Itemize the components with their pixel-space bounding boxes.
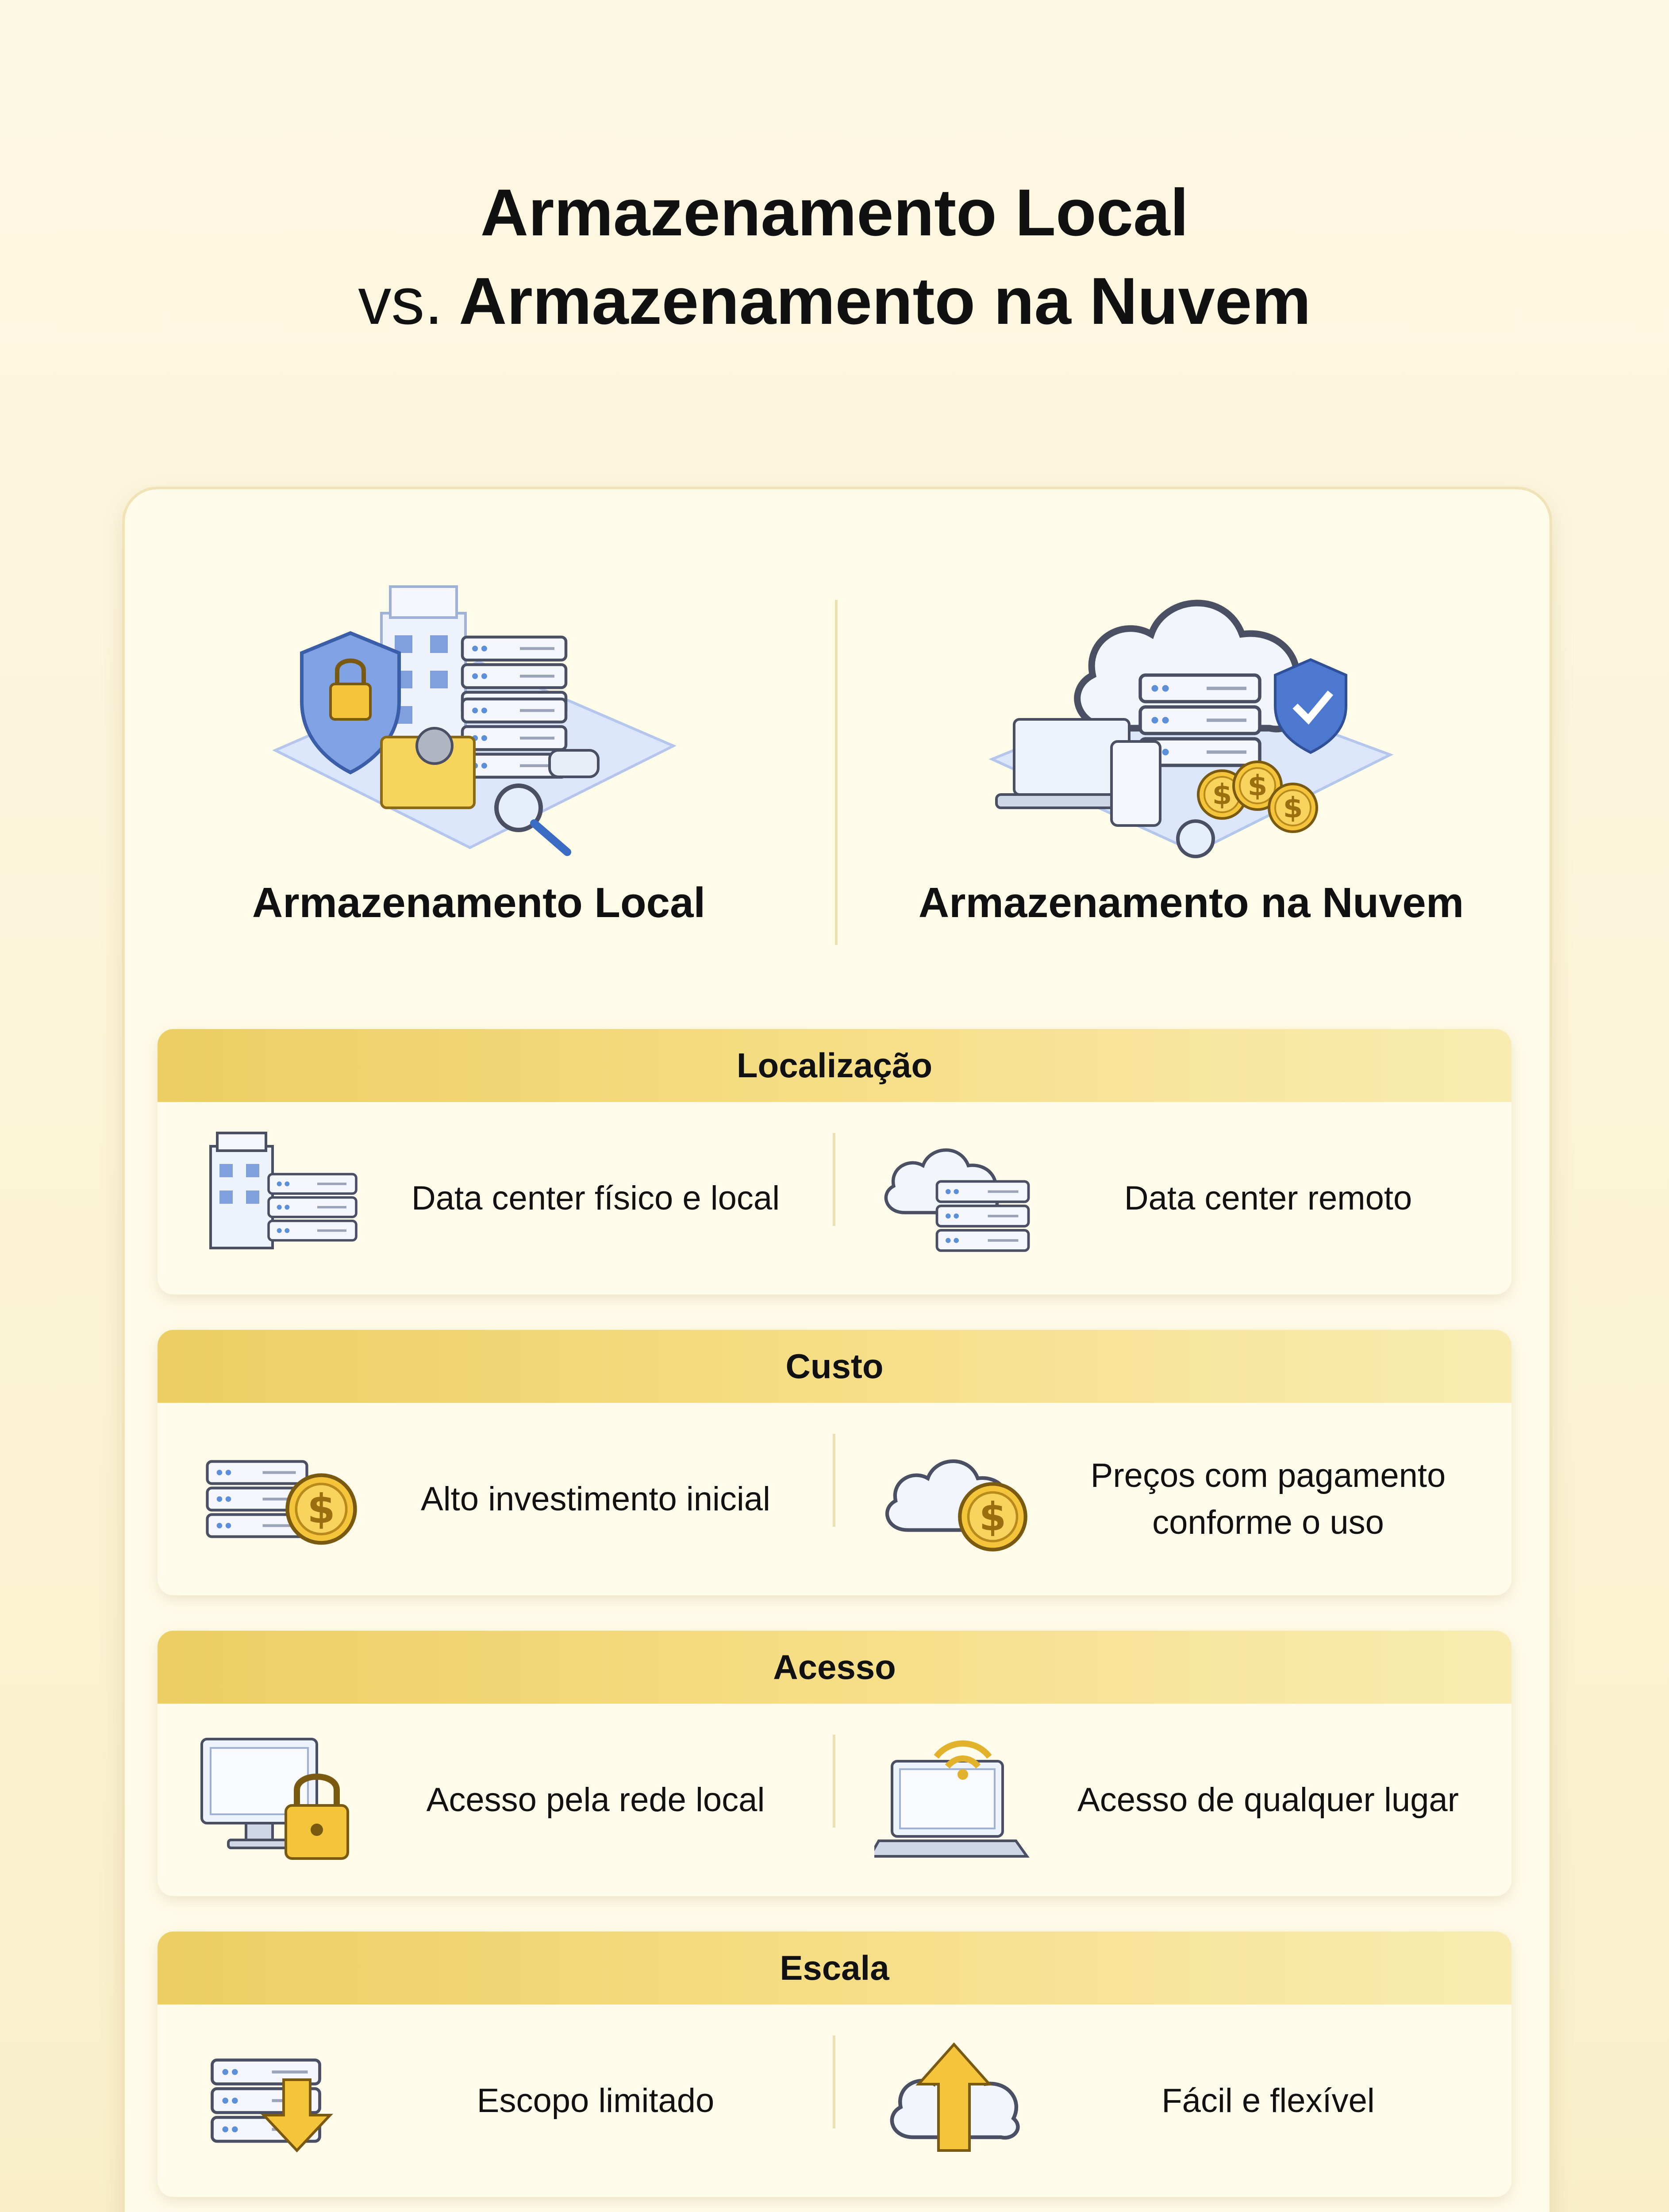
- section-access: [158, 1631, 1511, 1896]
- cloud-server-icon: [874, 1129, 1042, 1266]
- local-text: Acesso pela rede local: [426, 1781, 765, 1819]
- section-header: Acesso: [158, 1631, 1511, 1704]
- cloud-cell: [834, 2005, 1511, 2197]
- local-text: Alto investimento inicial: [421, 1480, 770, 1518]
- section-scale: [158, 1932, 1511, 2197]
- hero-row: [125, 489, 1550, 976]
- comparison-card: [122, 487, 1552, 2212]
- section-header: Localização: [158, 1029, 1511, 1102]
- cloud-text: Acesso de qualquer lugar: [1077, 1781, 1459, 1819]
- section-cost: [158, 1330, 1511, 1595]
- building-server-icon: [197, 1129, 365, 1266]
- hero-label-local: Armazenamento Local: [252, 879, 706, 926]
- section-header: Custo: [158, 1330, 1511, 1403]
- cloud-text: Data center remoto: [1124, 1179, 1412, 1217]
- title-vs: vs.: [358, 264, 443, 338]
- server-coin-icon: [197, 1429, 365, 1567]
- local-cell: [158, 1704, 834, 1896]
- cloud-text: Preços com pagamento conforme o uso: [1090, 1456, 1446, 1541]
- cloud-storage-illustration: [965, 560, 1408, 896]
- local-storage-illustration: [249, 560, 691, 896]
- title-line-1: Armazenamento Local: [480, 175, 1189, 250]
- title-line-2: [0, 257, 1669, 345]
- section-header: Escala: [158, 1932, 1511, 2005]
- cloud-cell: [834, 1102, 1511, 1294]
- cloud-text: Fácil e flexível: [1161, 2081, 1375, 2120]
- title-line-2-text: Armazenamento na Nuvem: [459, 264, 1311, 338]
- monitor-lock-icon: [197, 1730, 365, 1867]
- server-arrow-down-icon: [197, 2031, 365, 2168]
- page-title: [0, 168, 1669, 345]
- cloud-arrow-up-icon: [874, 2031, 1042, 2168]
- cloud-coin-icon: [874, 1429, 1042, 1567]
- local-text: Data center físico e local: [411, 1179, 780, 1217]
- laptop-wifi-icon: [874, 1730, 1042, 1867]
- local-cell: [158, 1403, 834, 1595]
- cloud-cell: [834, 1704, 1511, 1896]
- local-text: Escopo limitado: [477, 2081, 715, 2120]
- local-cell: [158, 2005, 834, 2197]
- section-location: [158, 1029, 1511, 1294]
- cloud-cell: [834, 1403, 1511, 1595]
- hero-label-cloud: Armazenamento na Nuvem: [918, 879, 1464, 926]
- local-cell: [158, 1102, 834, 1294]
